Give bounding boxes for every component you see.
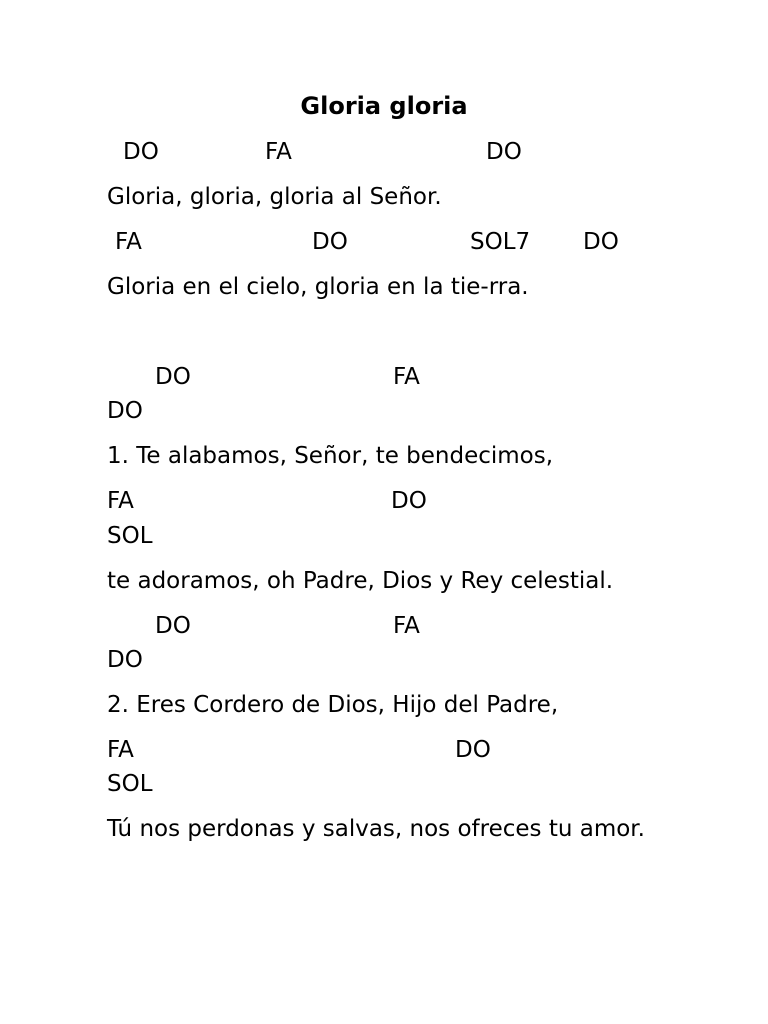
chord: DO — [155, 364, 191, 390]
chord: FA — [107, 737, 134, 763]
chord: SOL7 — [470, 229, 531, 255]
lyric-line: te adoramos, oh Padre, Dios y Rey celestial. — [107, 568, 614, 594]
lyric-line: Gloria, gloria, gloria al Señor. — [107, 184, 442, 210]
chord: DO — [155, 613, 191, 639]
chord: FA — [115, 229, 142, 255]
chord: DO — [391, 488, 427, 514]
chord: DO — [455, 737, 491, 763]
lyric-line: Tú nos perdonas y salvas, nos ofreces tu amor. — [107, 816, 645, 842]
chord: FA — [393, 364, 420, 390]
chord: DO — [486, 139, 522, 165]
chord: SOL — [107, 523, 153, 549]
lyric-line: Gloria en el cielo, gloria en la tie-rra. — [107, 274, 529, 300]
chord: DO — [312, 229, 348, 255]
chord: DO — [123, 139, 159, 165]
chord: DO — [107, 398, 143, 424]
lyric-line: 1. Te alabamos, Señor, te bendecimos, — [107, 443, 554, 469]
chord: SOL — [107, 771, 153, 797]
chord: DO — [107, 647, 143, 673]
song-title: Gloria gloria — [300, 92, 468, 120]
lyric-line: 2. Eres Cordero de Dios, Hijo del Padre, — [107, 692, 559, 718]
chord: FA — [265, 139, 292, 165]
chord: DO — [583, 229, 619, 255]
chord: FA — [393, 613, 420, 639]
chord: FA — [107, 488, 134, 514]
